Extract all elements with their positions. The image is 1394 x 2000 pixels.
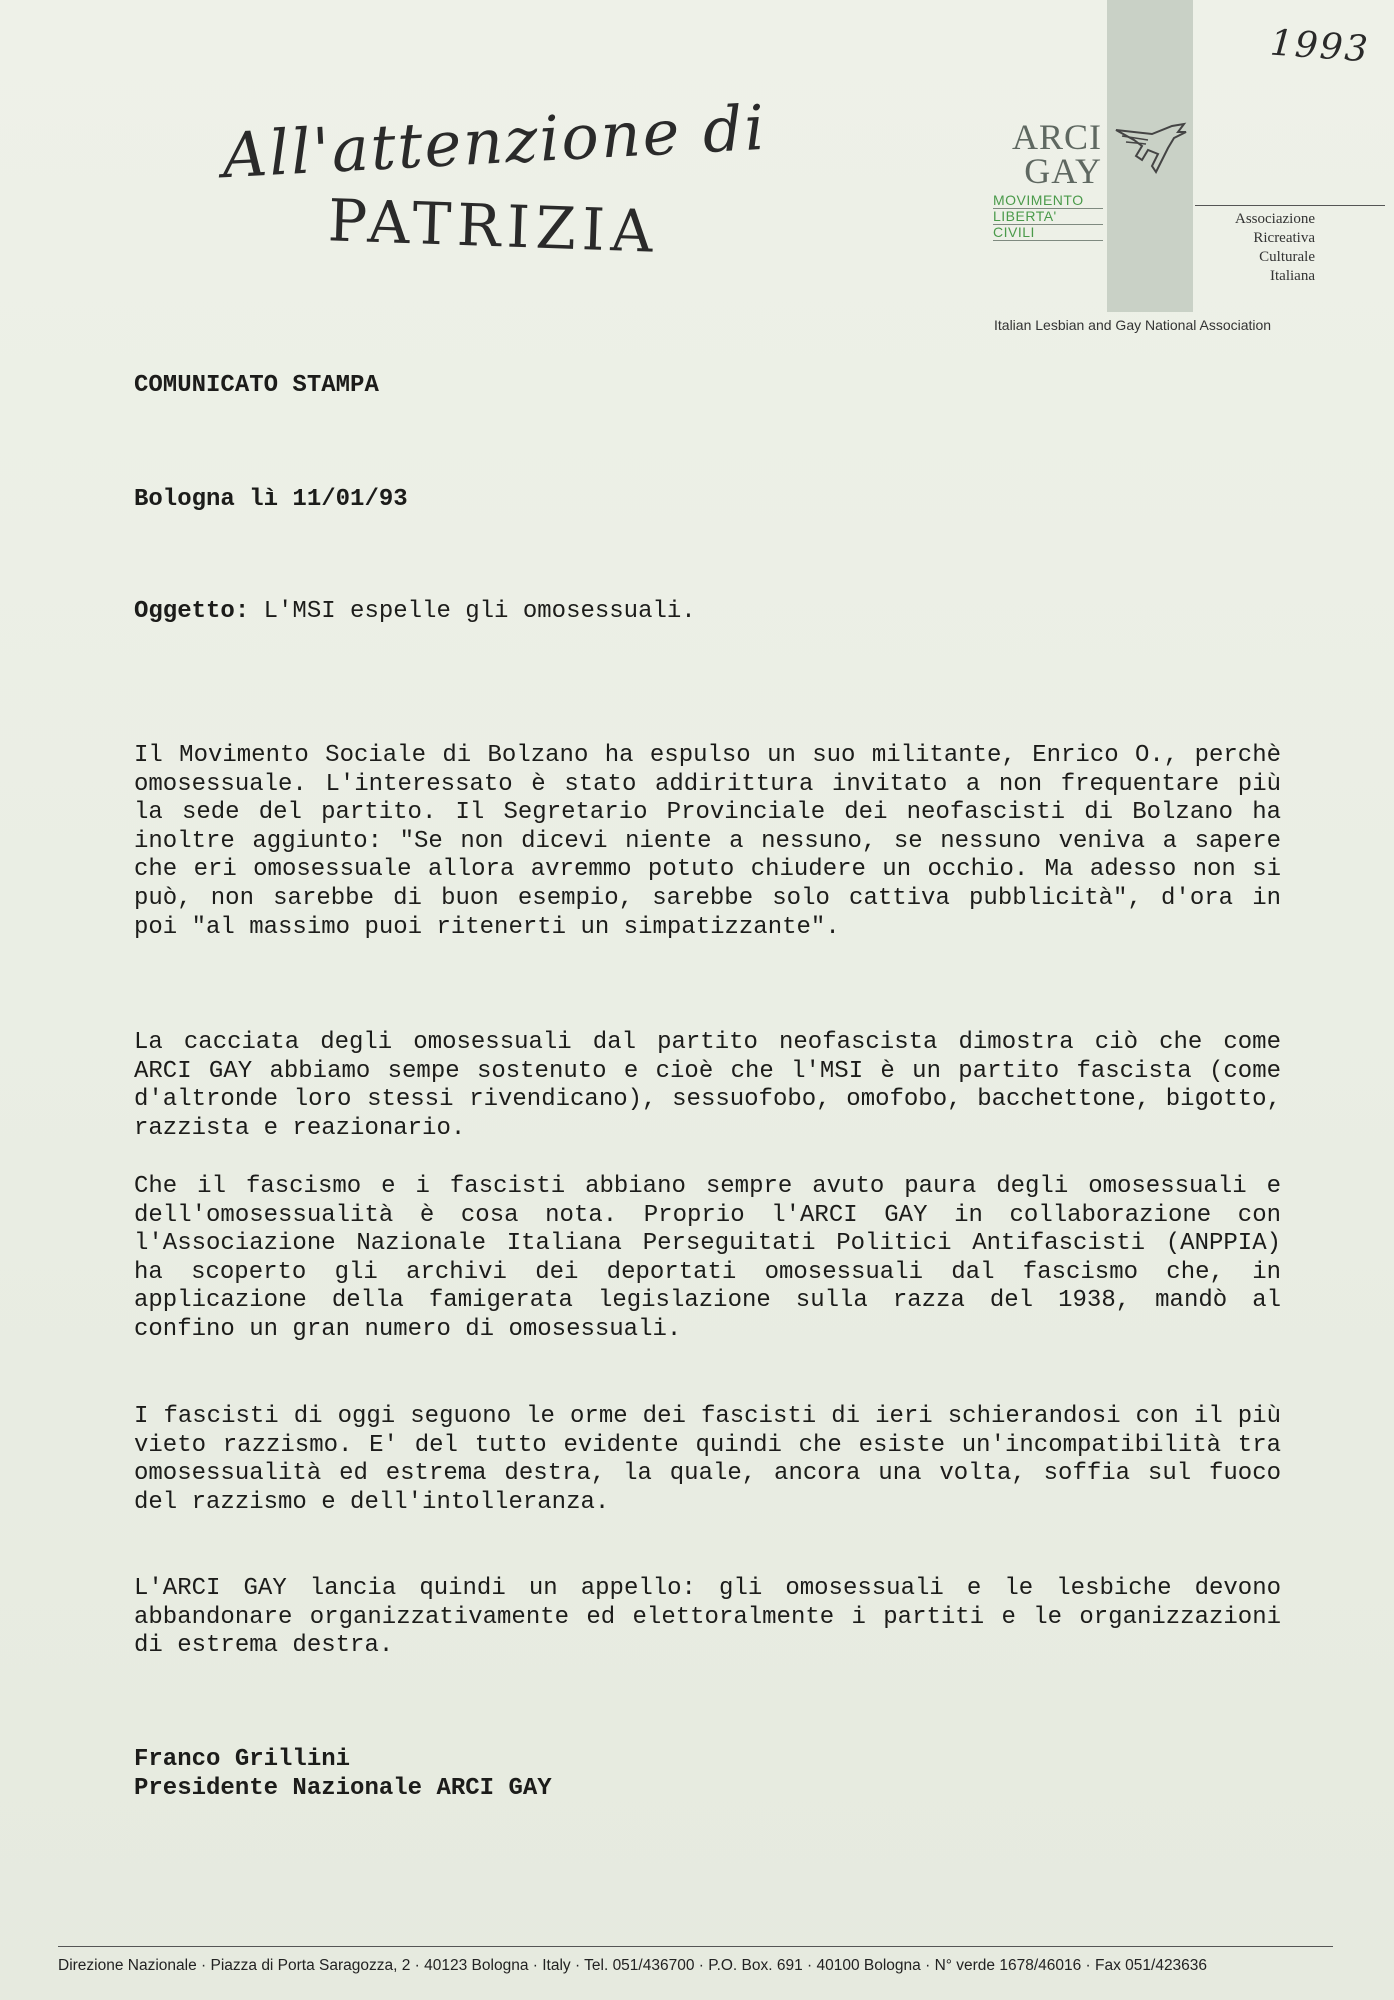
document-title: COMUNICATO STAMPA [134,372,379,399]
footer-address: Direzione Nazionale · Piazza di Porta Saragozza, 2 · 40123 Bologna · Italy · Tel. 051/436700 · P.O. Box. 691 · 40100 Bologna · N° verde 1678/46016 · Fax 051/423636 [58,1957,1208,1974]
body-paragraph: Che il fascismo e i fascisti abbiano sempre avuto paura degli omosessuali e dell'omosessualità è cosa nota. Proprio l'ARCI GAY in collaborazione con l'Associazione Nazionale Italiana Perseguitati Politici Antifascisti (ANPPIA) ha scoperto gli archivi dei deportati omosessuali dal fascismo che, in applicazione della famigerata legislazione sulla razza del 1938, mandò al confino un gran numero di omosessuali. [134,1173,1281,1343]
body-paragraph: L'ARCI GAY lancia quindi un appello: gli omosessuali e le lesbiche devono abbandonare organizzativamente ed elettoralmente i partiti e le organizzazioni di estrema destra. [134,1575,1281,1660]
association-name [1195,210,1315,286]
logo-line1: ARCI [1011,117,1102,157]
pegasus-icon [1112,120,1192,180]
signature-role: Presidente Nazionale ARCI GAY [134,1775,552,1802]
subject-text: L'MSI espelle gli omosessuali. [249,598,696,625]
letterhead-tagline: Italian Lesbian and Gay National Association [994,317,1272,333]
handwritten-note-line1: All'attenzione di [220,90,769,193]
subject-label: Oggetto: [134,598,250,625]
logo-subtitle [993,193,1103,241]
logo-sub-line: LIBERTA' [993,209,1103,225]
footer-rule [58,1946,1333,1947]
signature-name: Franco Grillini [134,1746,351,1773]
logo-wordmark [990,117,1102,191]
handwritten-year: 1993 [1268,22,1371,71]
body-paragraph: Il Movimento Sociale di Bolzano ha espulso un suo militante, Enrico O., perchè omosessuale. L'interessato è stato addirittura invitato a non frequentare più la sede del partito. Il Segretario Provinciale dei neofascisti di Bolzano ha inoltre aggiunto: "Se non dicevi niente a nessuno, se nessuno veniva a sapere che eri omosessuale allora avremmo potuto chiudere un occhio. Ma adesso non si può, non sarebbe di buon esempio, sarebbe solo cattiva pubblicità", d'ora in poi "al massimo puoi ritenerti un simpatizzante". [134,742,1281,941]
association-line: Ricreativa [1253,230,1315,246]
association-rule [1195,205,1385,206]
association-line: Culturale [1259,249,1315,265]
association-line: Italiana [1270,268,1315,284]
association-line: Associazione [1235,211,1315,227]
handwritten-note-name: PATRIZIA [326,186,660,266]
logo-sub-line: MOVIMENTO [993,193,1103,209]
document-subject [134,598,696,625]
body-paragraph: La cacciata degli omosessuali dal partito neofascista dimostra ciò che come ARCI GAY abbiamo sempe sostenuto e cioè che l'MSI è un partito fascista (come d'altronde loro stessi rivendicano), sessuofobo, omofobo, bacchettone, bigotto, razzista e reazionario. [134,1029,1281,1142]
logo-line2: GAY [1024,151,1102,191]
body-paragraph: I fascisti di oggi seguono le orme dei fascisti di ieri schierandosi con il più vieto razzismo. E' del tutto evidente quindi che esiste un'incompatibilità tra omosessualità ed estrema destra, la quale, ancora una volta, soffia sul fuoco del razzismo e dell'intolleranza. [134,1403,1281,1516]
logo-sub-line: CIVILI [993,225,1103,241]
document-date: Bologna lì 11/01/93 [134,486,408,513]
